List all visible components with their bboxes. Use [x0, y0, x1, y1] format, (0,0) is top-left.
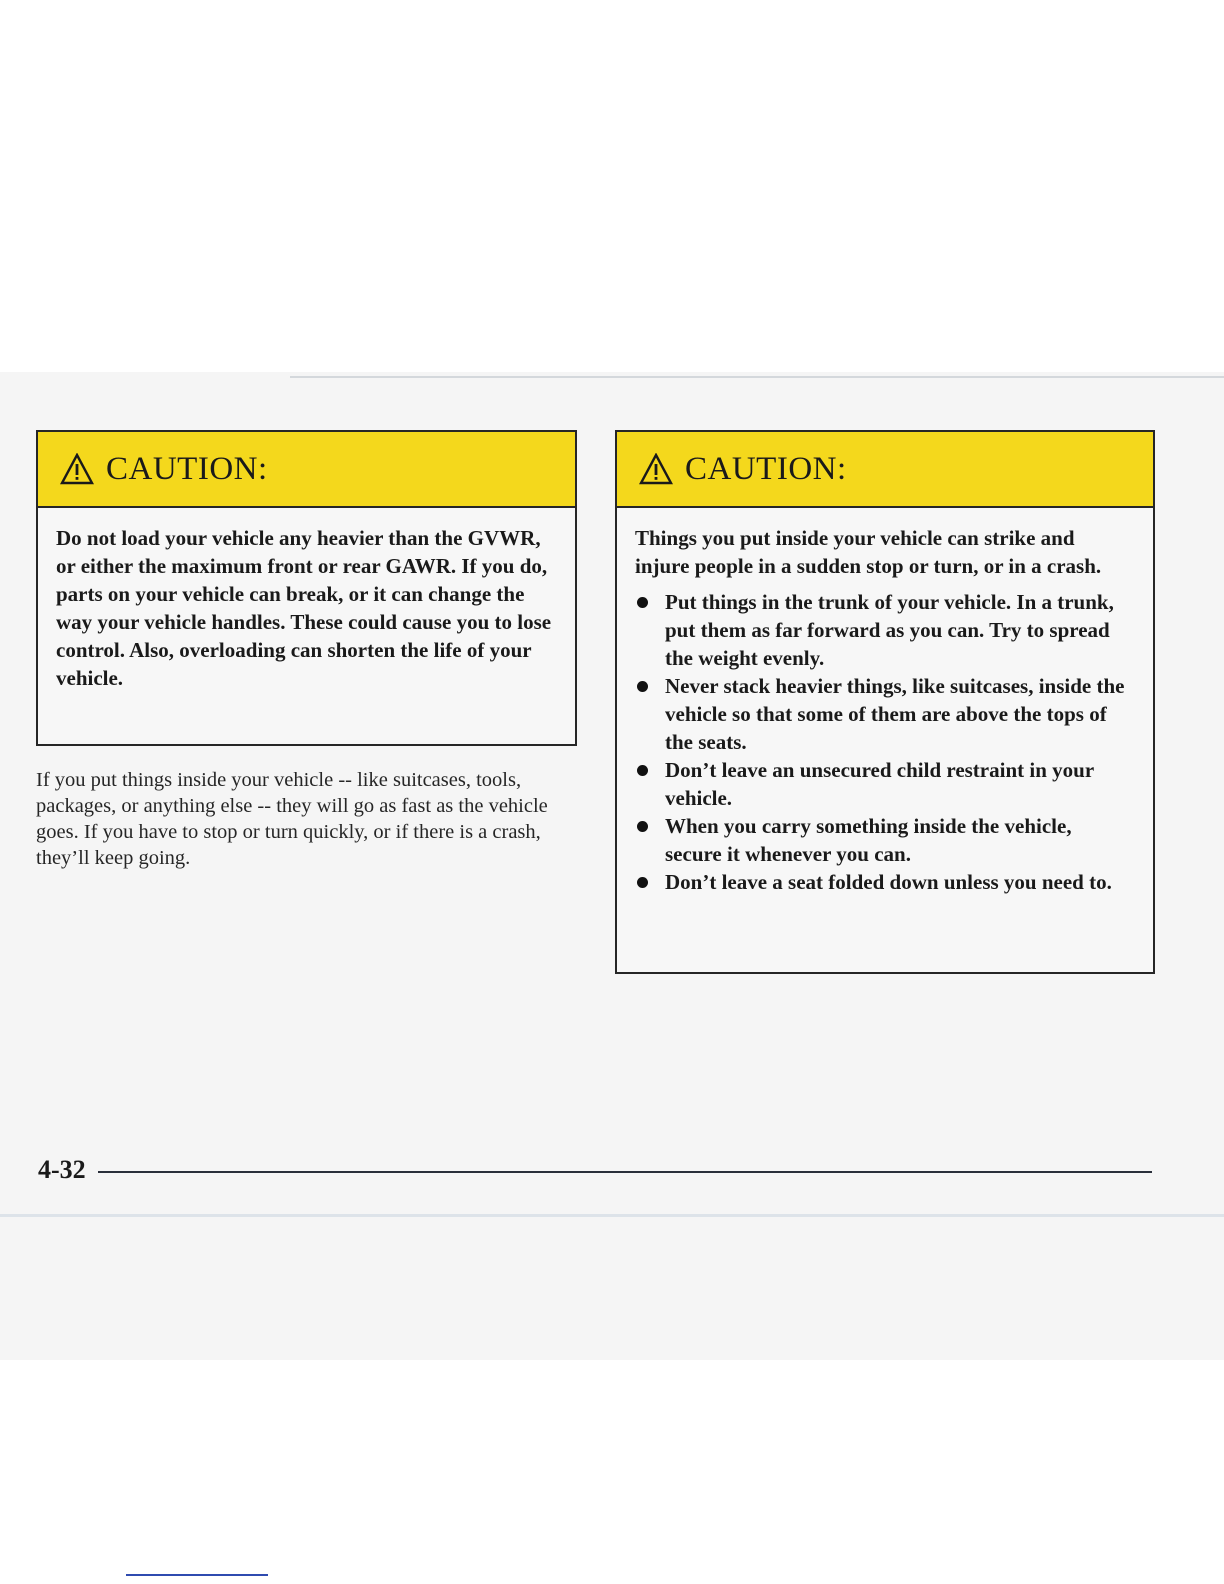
- bullet-icon: [637, 765, 648, 776]
- caution-paragraph: Do not load your vehicle any heavier than the GVWR, or either the maximum front or rear GAWR. If you do, parts on your vehicle can break, or it can change the way your vehicle handles. These could cause you to lose control. Also, overloading can shorten the life of your vehicle.: [56, 526, 552, 690]
- decorative-line: [126, 1574, 268, 1576]
- caution-title: CAUTION:: [106, 450, 268, 487]
- top-rule: [290, 376, 1224, 378]
- list-item: [635, 588, 1133, 672]
- bullet-text: Don’t leave a seat folded down unless you need to.: [665, 870, 1112, 894]
- page-footer: [38, 1150, 1152, 1190]
- caution-intro: Things you put inside your vehicle can strike and injure people in a sudden stop or turn, or in a crash.: [635, 526, 1102, 578]
- bullet-icon: [637, 681, 648, 692]
- warning-triangle-icon: [60, 453, 94, 485]
- footer-rule: [98, 1171, 1152, 1173]
- list-item: [635, 756, 1133, 812]
- bullet-icon: [637, 821, 648, 832]
- caution-box-cargo: [615, 430, 1155, 974]
- bullet-icon: [637, 877, 648, 888]
- list-item: [635, 672, 1133, 756]
- bullet-text: Never stack heavier things, like suitcases, inside the vehicle so that some of them are above the tops of the seats.: [665, 674, 1125, 754]
- bullet-text: When you carry something inside the vehicle, secure it whenever you can.: [665, 814, 1072, 866]
- body-paragraph: If you put things inside your vehicle -- like suitcases, tools, packages, or anything else -- they will go as fast as the vehicle goes. If you have to stop or turn quickly, or if there is a crash, they’ll keep going.: [36, 769, 548, 869]
- caution-header: [617, 432, 1153, 508]
- caution-text: [617, 508, 1153, 896]
- caution-bullet-list: [635, 588, 1133, 896]
- caution-box-load: [36, 430, 577, 746]
- bullet-text: Put things in the trunk of your vehicle. In a trunk, put them as far forward as you can. Try to spread the weight evenly.: [665, 590, 1114, 670]
- list-item: [635, 868, 1133, 896]
- caution-text: [38, 508, 575, 692]
- list-item: [635, 812, 1133, 868]
- bullet-icon: [637, 597, 648, 608]
- caution-title: CAUTION:: [685, 450, 847, 487]
- bullet-text: Don’t leave an unsecured child restraint in your vehicle.: [665, 758, 1094, 810]
- bottom-rule: [0, 1214, 1224, 1217]
- warning-triangle-icon: [639, 453, 673, 485]
- page-number: 4-32: [38, 1155, 86, 1184]
- caution-header: [38, 432, 575, 508]
